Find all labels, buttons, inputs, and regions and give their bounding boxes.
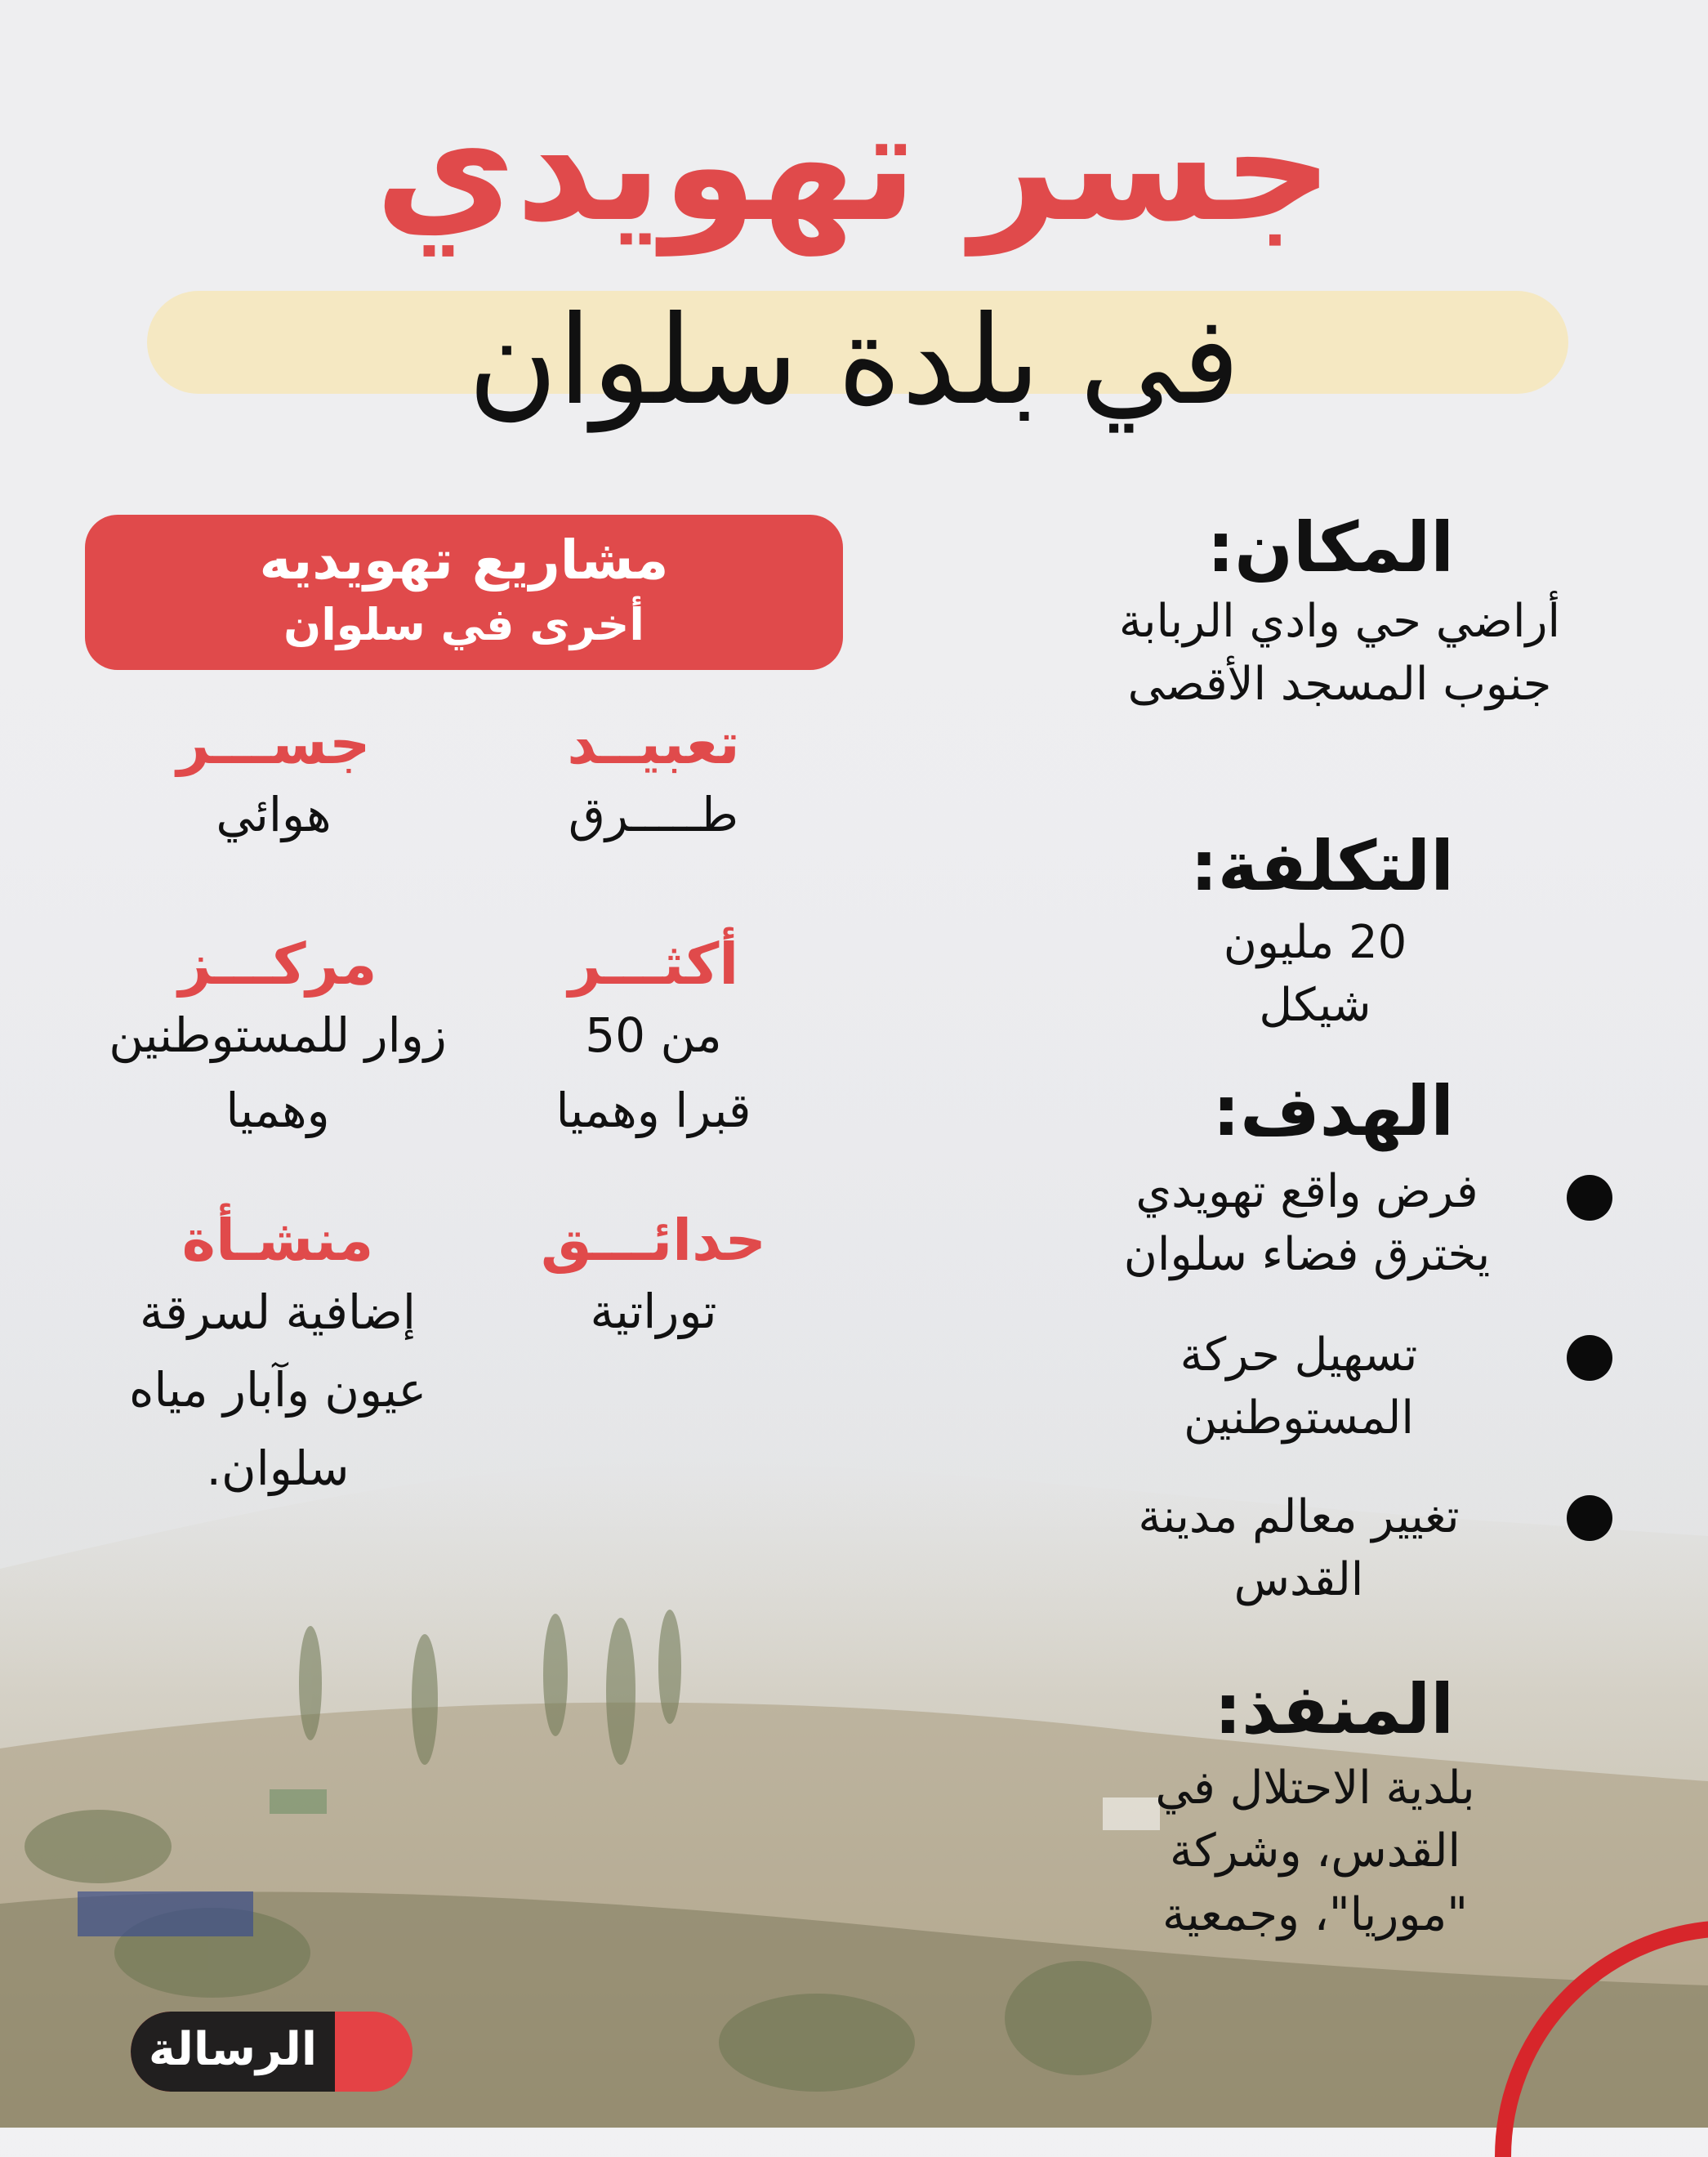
executor-text: بلدية الاحتلال في القدس، وشركة "موريا"، وجمعية [1155, 1762, 1475, 1941]
project-item-text: توراتية [590, 1283, 717, 1339]
executor-heading: المنفذ: [1214, 1669, 1454, 1749]
place-text: أراضي حي وادي الربابة جنوب المسجد الأقصى [1118, 595, 1561, 712]
project-item-heading: تعبيــد [567, 710, 740, 777]
bullet-dot [1567, 1335, 1612, 1381]
goal-bullet-text: فرض واقع تهويدي يخترق فضاء سلوان [1123, 1165, 1491, 1282]
project-item-text: طـــــرق [568, 786, 739, 842]
other-projects-subtitle: أخرى في سلوان [283, 599, 644, 650]
project-item-text: إضافية لسرقة عيون وآبار مياه سلوان. [128, 1284, 427, 1496]
brand-logo [131, 2012, 413, 2092]
goal-bullet-text: تغيير معالم مدينة القدس [1138, 1490, 1460, 1607]
project-item-heading: جســـر [176, 710, 371, 777]
subtitle: في بلدة سلوان [467, 290, 1241, 432]
project-item [449, 711, 858, 852]
project-item-text: زوار للمستوطنين وهميا [109, 1007, 447, 1139]
logo-text: الرسالة [148, 2023, 318, 2076]
project-item-heading: مركـــز [178, 931, 377, 998]
project-item [466, 931, 841, 1149]
project-item [449, 1208, 858, 1349]
bullet-dot [1567, 1175, 1612, 1221]
cost-heading: التكلفة: [1190, 826, 1454, 906]
place-heading: المكان: [1206, 507, 1454, 587]
goal-heading: الهدف: [1212, 1071, 1454, 1151]
project-item [90, 1208, 466, 1508]
project-item-heading: أكثـــر [568, 931, 739, 998]
project-item-heading: حدائـــق [540, 1207, 767, 1274]
main-title: جسر تهويدي [374, 77, 1334, 256]
project-item-text: هوائي [216, 786, 332, 842]
goal-bullet-text: تسهيل حركة المستوطنين [1180, 1329, 1418, 1445]
other-projects-banner [85, 515, 843, 670]
project-item [49, 931, 506, 1149]
project-item [69, 711, 478, 852]
project-item-text: من 50 قبرا وهميا [555, 1007, 751, 1139]
bullet-dot [1567, 1495, 1612, 1541]
decorative-arc [1487, 1781, 1708, 2157]
cost-text: 20 مليون شيكل [1223, 916, 1407, 1033]
other-projects-title: مشاريع تهويديه [259, 529, 669, 592]
project-item-heading: منشـأة [181, 1207, 374, 1274]
